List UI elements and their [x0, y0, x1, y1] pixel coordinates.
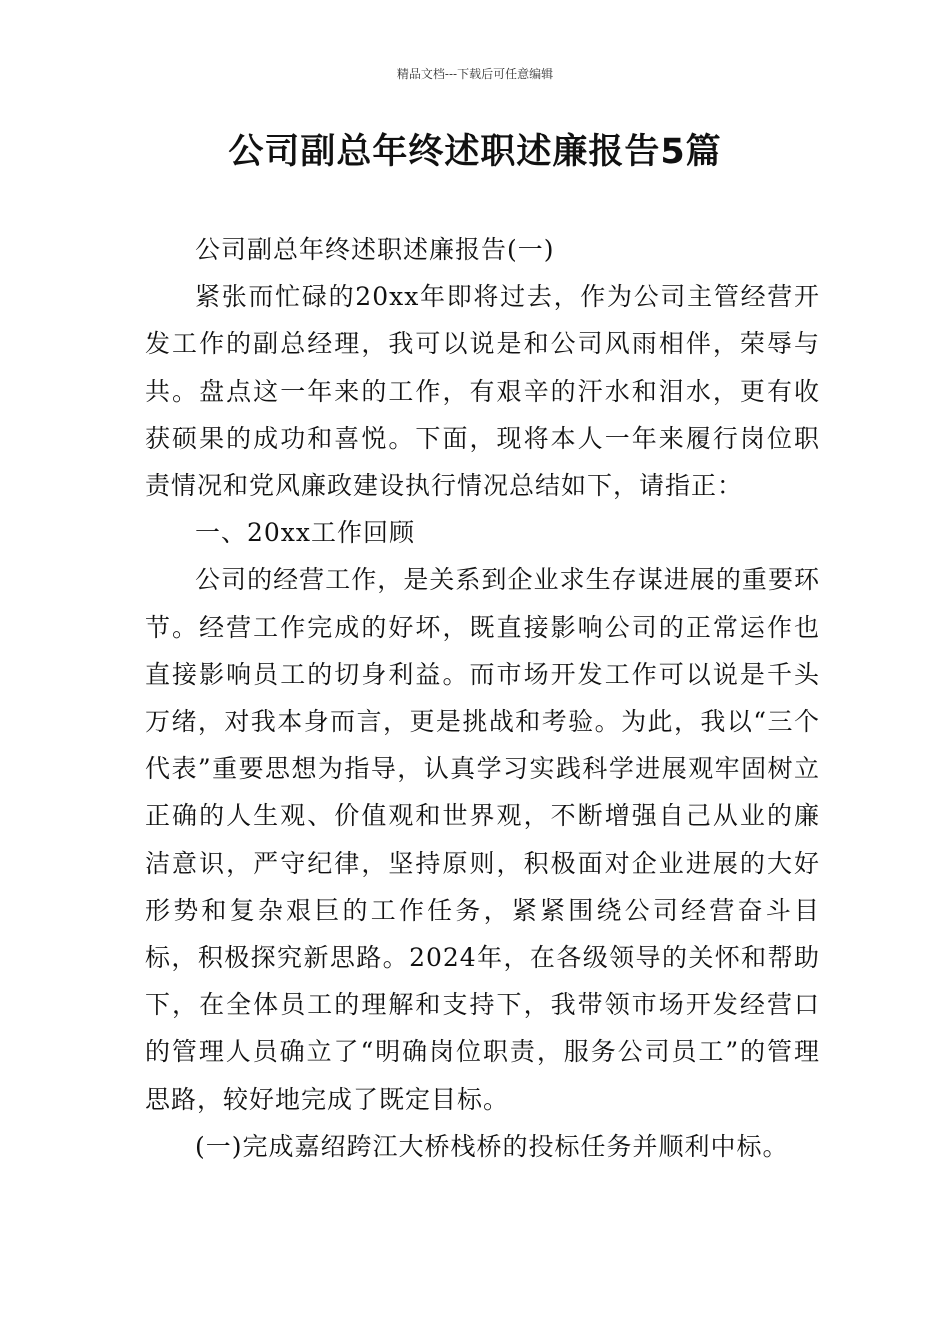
- running-header: 精品文档---下载后可任意编辑: [396, 67, 554, 81]
- document-body: [145, 226, 820, 1170]
- section-heading: 一、20xx工作回顾: [195, 518, 416, 548]
- body-paragraph: 紧张而忙碌的20xx年即将过去，作为公司主管经营开发工作的副总经理，我可以说是和公司风雨相伴，荣辱与共。盘点这一年来的工作，有艰辛的汗水和泪水，更有收获硕果的成功和喜悦。下面，现将本人一年来履行岗位职责情况和党风廉政建设执行情况总结如下，请指正：: [145, 282, 820, 501]
- subtitle-paragraph: 公司副总年终述职述廉报告(一): [195, 235, 555, 264]
- document-title: 公司副总年终述职述廉报告5篇: [228, 132, 722, 172]
- body-paragraph: 公司的经营工作，是关系到企业求生存谋进展的重要环节。经营工作完成的好坏，既直接影响公司的正常运作也直接影响员工的切身利益。而市场开发工作可以说是千头万绪，对我本身而言，更是挑战和考验。为此，我以“三个代表”重要思想为指导，认真学习实践科学进展观牢固树立正确的人生观、价值观和世界观，不断增强自己从业的廉洁意识，严守纪律，坚持原则，积极面对企业进展的大好形势和复杂艰巨的工作任务，紧紧围绕公司经营奋斗目标，积极探究新思路。2024年，在各级领导的关怀和帮助下，在全体员工的理解和支持下，我带领市场开发经营口的管理人员确立了“明确岗位职责，服务公司员工”的管理思路，较好地完成了既定目标。: [145, 565, 820, 1114]
- subsection-heading: (一)完成嘉绍跨江大桥栈桥的投标任务并顺利中标。: [195, 1131, 789, 1161]
